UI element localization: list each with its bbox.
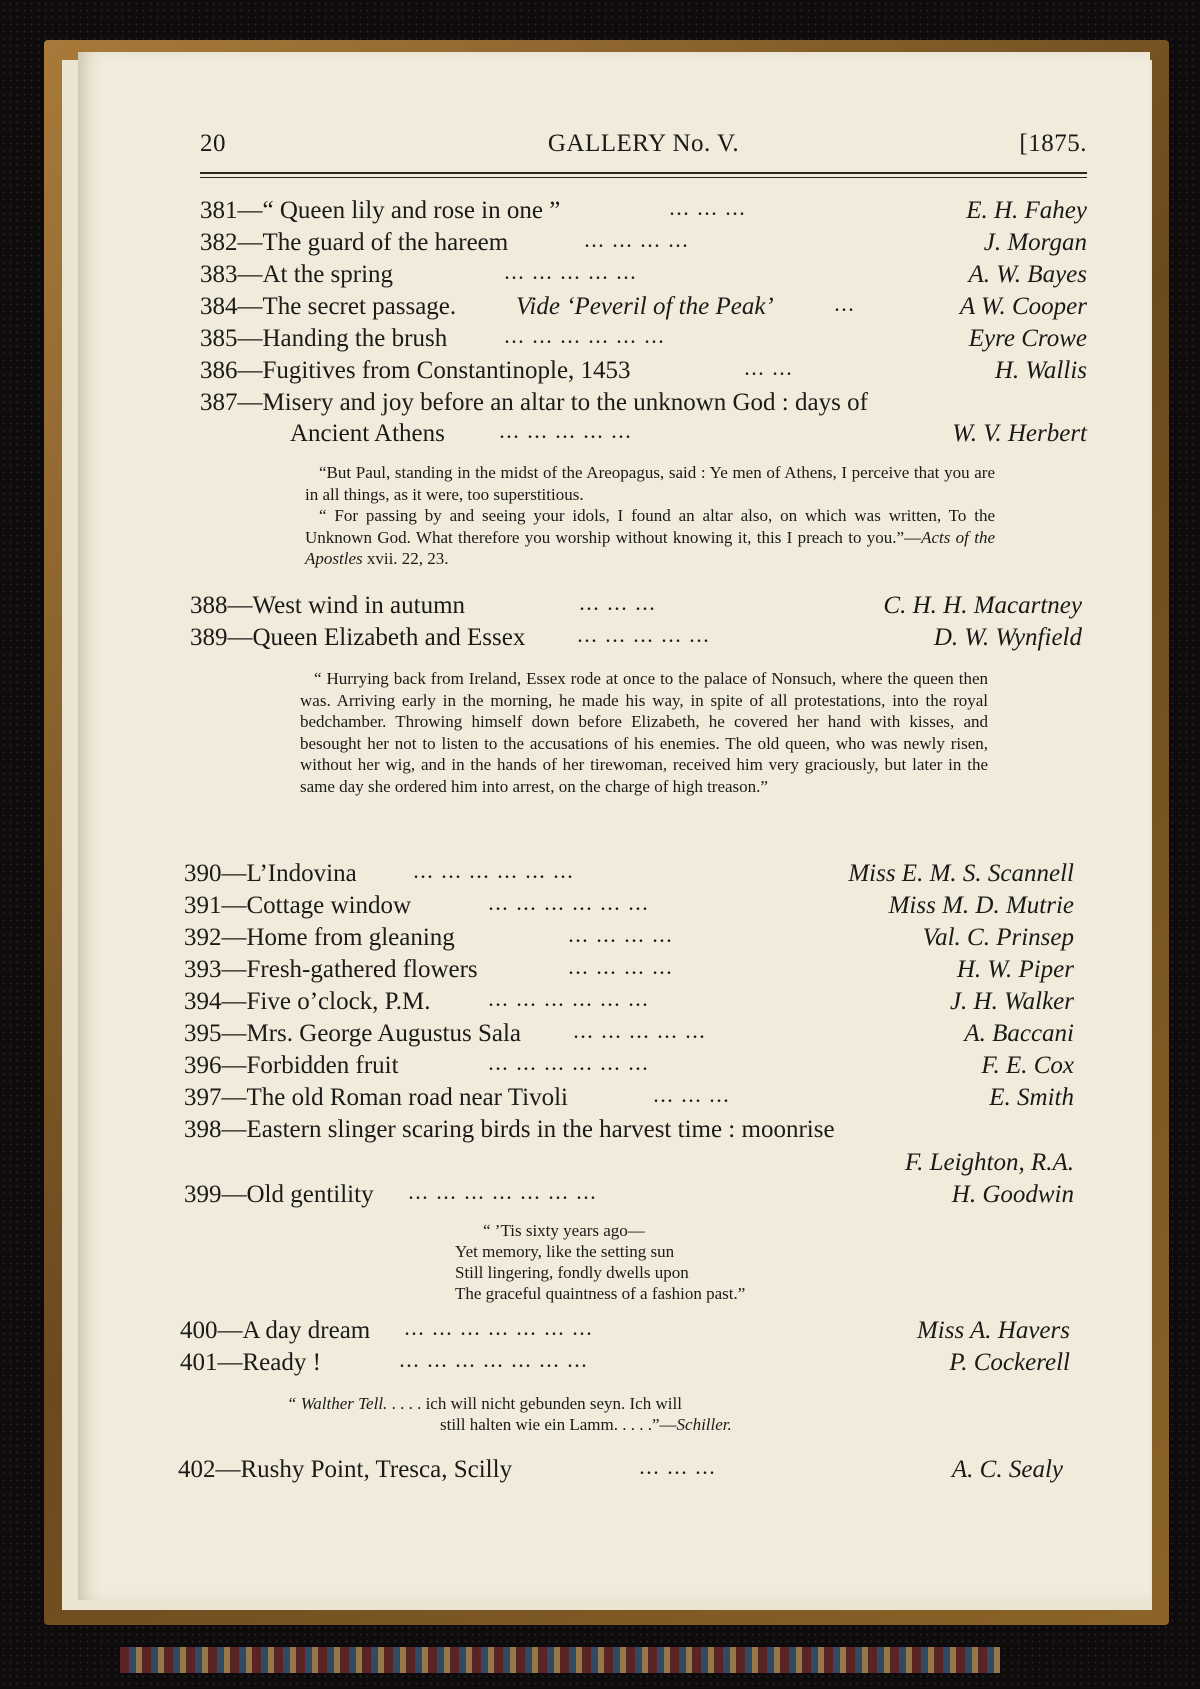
quote-text: still halten wie ein Lamm. . . . .”— <box>440 1415 677 1434</box>
header-rule-thin <box>200 177 1087 178</box>
year: [1875. <box>1019 130 1087 157</box>
entry-title: 401—Ready ! <box>180 1349 321 1376</box>
quote-paragraph: “ Hurrying back from Ireland, Essex rode at once to the palace of Nonsuch, where the queen then was. Arriving early in the morning, he made his way, in spite of all protestations, into the royal bedchamber. Throwing himself down before Elizabeth, he covered her hand with kisses, and besought her not to listen to the accusations of his enemies. The old queen, who was newly risen, without her wig, and in the hands of her tirewoman, received him very graciously, but later in the same day she ordered him into arrest, on the charge of high treason.” <box>300 669 988 796</box>
entry-396 <box>184 1050 1074 1082</box>
entry-title: 385—Handing the brush <box>200 325 448 352</box>
entry-title: 389—Queen Elizabeth and Essex <box>190 624 526 651</box>
leader-dots: ... ... <box>745 362 794 379</box>
quote-gentility <box>455 1220 745 1304</box>
entry-title: 397—The old Roman road near Tivoli <box>184 1084 568 1111</box>
quote-reference: xvii. 22, 23. <box>362 549 449 568</box>
entry-title: 396—Forbidden fruit <box>184 1052 399 1079</box>
entry-title: 392—Home from gleaning <box>184 924 455 951</box>
entry-398-artist-line <box>184 1147 1074 1179</box>
leader-dots: ... ... ... <box>640 1461 717 1478</box>
entry-title-continued: Ancient Athens <box>290 420 445 447</box>
entry-title: 390—L’Indovina <box>184 860 357 887</box>
leader-dots: ... ... ... ... ... ... ... <box>405 1322 594 1339</box>
leader-dots: ... ... ... ... ... ... <box>489 897 650 914</box>
entry-title: 398—Eastern slinger scaring birds in the harvest time : moonrise <box>184 1116 835 1143</box>
entry-391 <box>184 890 1074 922</box>
quote-essex <box>300 668 988 797</box>
entry-artist: Miss A. Havers <box>916 1317 1070 1344</box>
leader-dots: ... ... ... ... ... <box>500 425 633 442</box>
entry-artist: F. Leighton, R.A. <box>905 1149 1074 1176</box>
entry-artist: W. V. Herbert <box>952 420 1087 447</box>
entry-387 <box>200 387 1087 419</box>
entry-artist: A W. Cooper <box>959 293 1087 320</box>
quote-source: Acts of the Apostles <box>305 527 995 568</box>
entry-artist: H. W. Piper <box>956 956 1074 983</box>
entry-artist: P. Cockerell <box>949 1349 1070 1376</box>
entry-400 <box>180 1315 1070 1347</box>
entry-392 <box>184 922 1074 954</box>
entry-389 <box>190 622 1082 654</box>
leader-dots: ... ... ... <box>580 597 657 614</box>
leader-dots: ... ... ... <box>654 1089 731 1106</box>
entry-title: 381—“ Queen lily and rose in one ” <box>200 197 561 224</box>
entry-artist: A. W. Bayes <box>968 261 1087 288</box>
entry-title: 382—The guard of the hareem <box>200 229 509 256</box>
leader-dots: ... ... ... ... ... ... <box>505 330 666 347</box>
quote-line <box>287 1414 732 1435</box>
entry-393 <box>184 954 1074 986</box>
entry-387-continued <box>200 418 1087 450</box>
entry-399 <box>184 1179 1074 1211</box>
entry-384 <box>200 291 1087 323</box>
poem-line: Yet memory, like the setting sun <box>455 1242 675 1261</box>
quote-author: Schiller. <box>676 1415 732 1434</box>
entry-artist: Eyre Crowe <box>968 325 1087 352</box>
leader-dots: ... ... ... ... ... <box>578 629 711 646</box>
entry-title: 383—At the spring <box>200 261 394 288</box>
quote-schiller <box>287 1393 732 1435</box>
entry-artist: Miss E. M. S. Scannell <box>848 860 1074 887</box>
leader-dots: ... ... ... ... ... <box>505 266 638 283</box>
entry-artist: H. Wallis <box>994 357 1087 384</box>
entry-title: 391—Cottage window <box>184 892 412 919</box>
gallery-title: GALLERY No. V. <box>547 130 740 157</box>
entry-386 <box>200 355 1087 387</box>
entry-artist: H. Goodwin <box>951 1181 1074 1208</box>
entry-402 <box>178 1454 1063 1486</box>
entry-title: 386—Fugitives from Constantinople, 1453 <box>200 357 631 384</box>
entry-title: 394—Five o’clock, P.M. <box>184 988 431 1015</box>
entry-382 <box>200 227 1087 259</box>
poem-line: “ ’Tis sixty years ago— <box>483 1221 645 1240</box>
leader-dots: ... ... ... ... ... ... ... <box>409 1186 598 1203</box>
leader-dots: ... ... ... ... <box>585 234 690 251</box>
quote-paragraph <box>305 505 995 570</box>
entry-artist: J. Morgan <box>983 229 1087 256</box>
entry-383 <box>200 259 1087 291</box>
entry-artist: Miss M. D. Mutrie <box>888 892 1074 919</box>
poem-line: Still lingering, fondly dwells upon <box>455 1263 689 1282</box>
entry-title: 395—Mrs. George Augustus Sala <box>184 1020 522 1047</box>
leader-dots: ... ... ... ... ... ... <box>414 865 575 882</box>
page-number: 20 <box>200 130 226 157</box>
entry-artist: Val. C. Prinsep <box>922 924 1074 951</box>
leader-dots: ... ... ... ... ... ... <box>489 993 650 1010</box>
quote-text: “ For passing by and seeing your idols, I found an altar also, on which was written, To the Unknown God. What therefore you worship without knowing it, this I preach to you.”— <box>305 506 995 547</box>
entry-artist: D. W. Wynfield <box>933 624 1082 651</box>
leader-dots: ... ... ... ... <box>569 961 674 978</box>
entry-artist: A. Baccani <box>964 1020 1074 1047</box>
entry-note: Vide ‘Peveril of the Peak’ <box>516 293 774 320</box>
entry-artist: A. C. Sealy <box>951 1456 1063 1483</box>
leader-dots: ... <box>835 298 856 315</box>
marbled-edge <box>120 1647 1000 1673</box>
entry-artist: E. H. Fahey <box>966 197 1087 224</box>
entry-title: 393—Fresh-gathered flowers <box>184 956 478 983</box>
entry-385 <box>200 323 1087 355</box>
entry-title: 400—A day dream <box>180 1317 371 1344</box>
leader-dots: ... ... ... <box>670 202 747 219</box>
entry-390 <box>184 858 1074 890</box>
entry-artist: E. Smith <box>989 1084 1074 1111</box>
leader-dots: ... ... ... ... ... <box>574 1025 707 1042</box>
leader-dots: ... ... ... ... ... ... ... <box>400 1354 589 1371</box>
quote-acts <box>305 462 995 570</box>
entry-395 <box>184 1018 1074 1050</box>
entry-388 <box>190 590 1082 622</box>
entry-title: 399—Old gentility <box>184 1181 374 1208</box>
quote-work: “ Walther Tell. <box>287 1394 388 1413</box>
entry-title: 387—Misery and joy before an altar to the unknown God : days of <box>200 389 868 416</box>
poem-line: The graceful quaintness of a fashion past.” <box>455 1284 746 1303</box>
entry-381 <box>200 195 1087 227</box>
page-header <box>200 130 1087 170</box>
leader-dots: ... ... ... ... ... ... <box>489 1057 650 1074</box>
header-rule <box>200 172 1087 174</box>
leader-dots: ... ... ... ... <box>569 929 674 946</box>
entry-artist: J. H. Walker <box>949 988 1074 1015</box>
quote-line <box>287 1393 732 1414</box>
entry-title: 384—The secret passage. <box>200 293 457 320</box>
entry-398 <box>184 1114 1074 1146</box>
entry-artist: C. H. H. Macartney <box>883 592 1082 619</box>
entry-394 <box>184 986 1074 1018</box>
entry-title: 402—Rushy Point, Tresca, Scilly <box>178 1456 513 1483</box>
quote-text: . . . . ich will nicht gebunden seyn. Ich will <box>387 1394 682 1413</box>
entry-397 <box>184 1082 1074 1114</box>
entry-401 <box>180 1347 1070 1379</box>
entry-artist: F. E. Cox <box>981 1052 1074 1079</box>
quote-paragraph: “But Paul, standing in the midst of the Areopagus, said : Ye men of Athens, I perceive that you are in all things, as it were, too superstitious. <box>305 463 995 504</box>
entry-title: 388—West wind in autumn <box>190 592 466 619</box>
